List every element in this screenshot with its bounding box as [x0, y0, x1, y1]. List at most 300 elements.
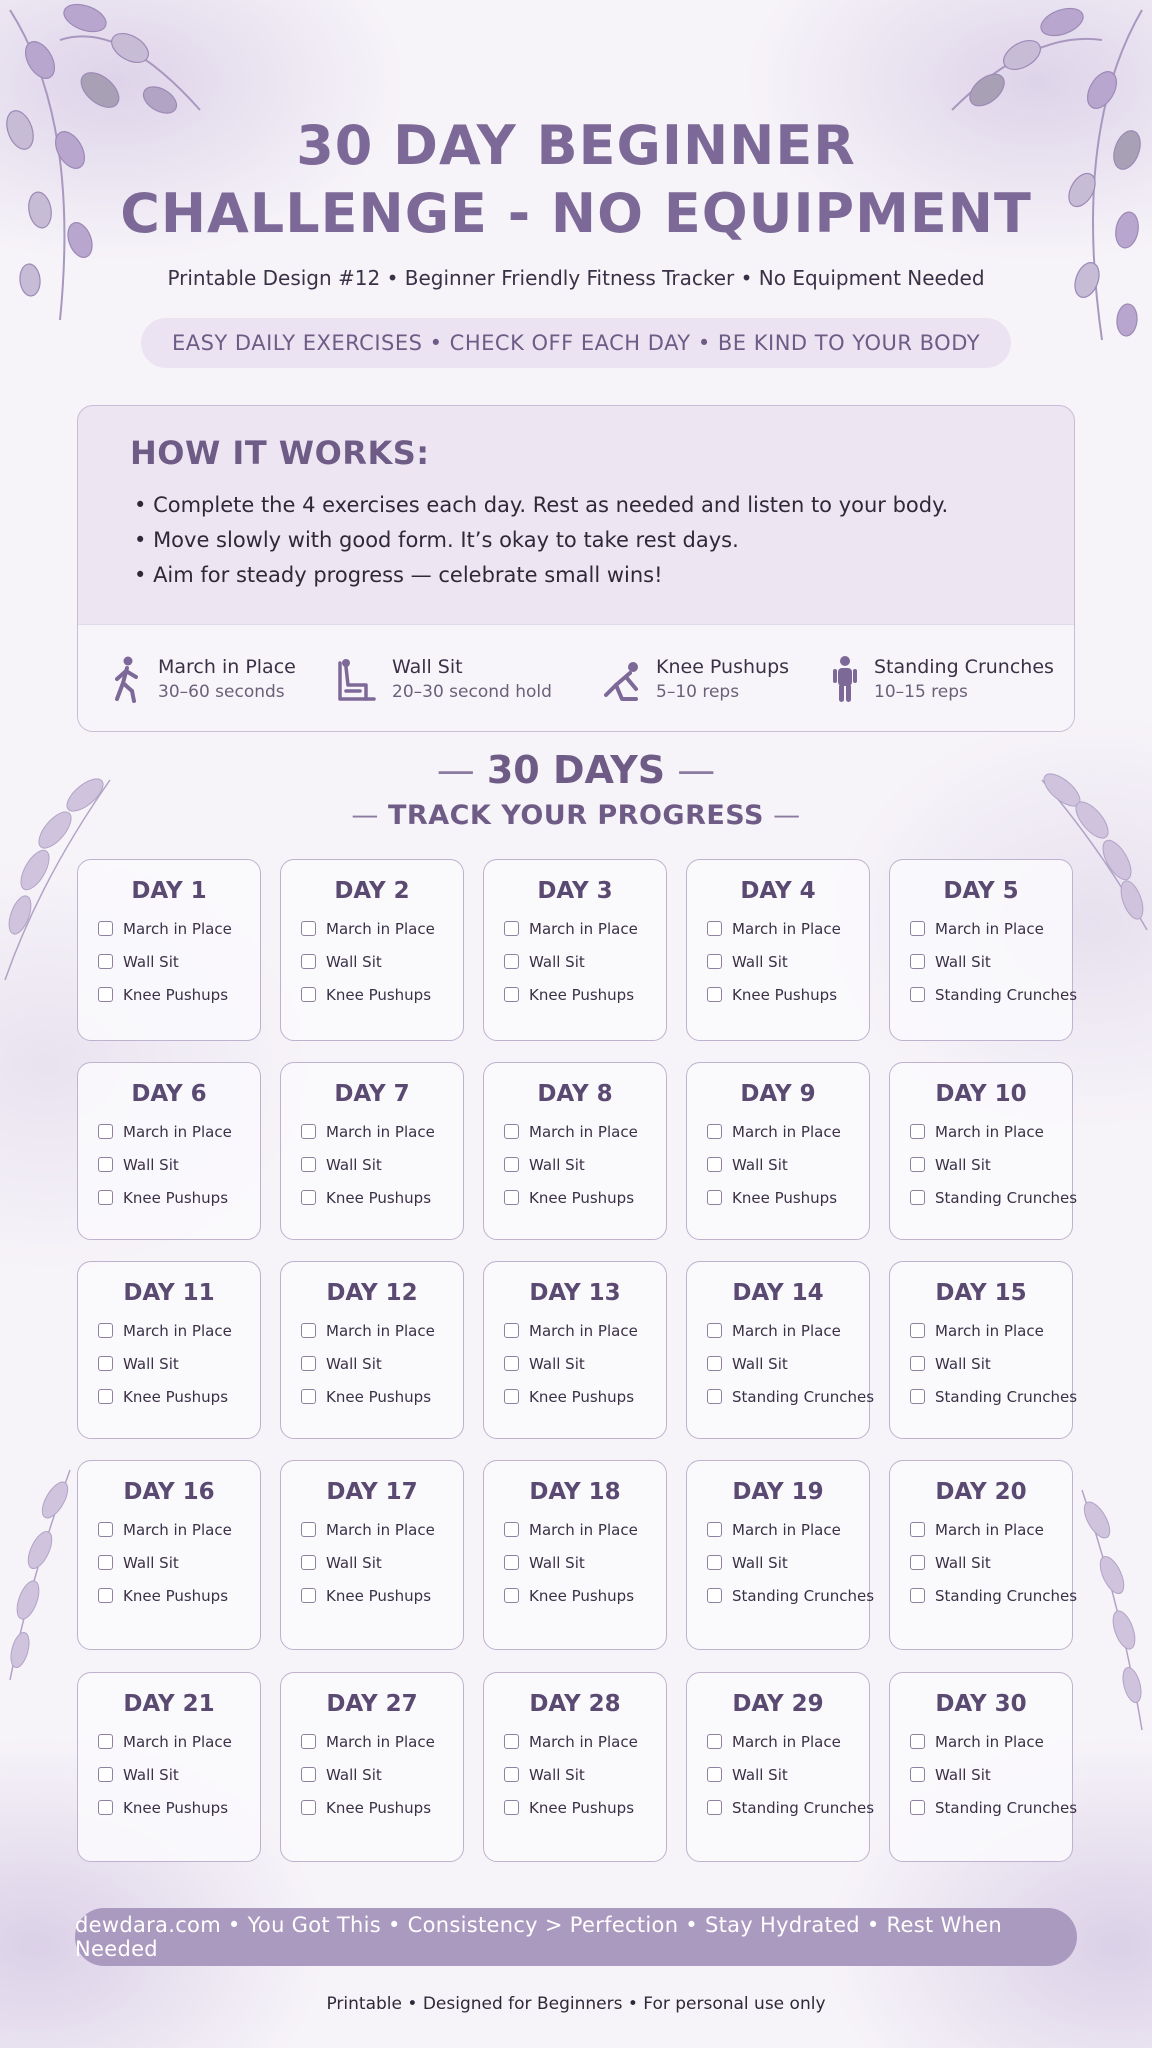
checkbox[interactable]	[504, 1356, 519, 1371]
checkbox[interactable]	[98, 987, 113, 1002]
checkbox[interactable]	[707, 1734, 722, 1749]
checkbox[interactable]	[301, 987, 316, 1002]
checkbox[interactable]	[98, 1356, 113, 1371]
day-card-title: DAY 3	[537, 878, 613, 904]
day-card-title: DAY 14	[732, 1280, 824, 1306]
how-it-works-title: HOW IT WORKS:	[130, 434, 430, 472]
day-card-title: DAY 28	[529, 1691, 621, 1717]
checkbox[interactable]	[504, 1588, 519, 1603]
checklist-item-label: Knee Pushups	[123, 1188, 229, 1207]
checkbox[interactable]	[504, 954, 519, 969]
day-card-title: DAY 15	[935, 1280, 1027, 1306]
checklist-item[interactable]	[890, 1380, 1078, 1413]
checklist-item-label: Wall Sit	[123, 1765, 179, 1784]
exercise-detail: 30–60 seconds	[158, 682, 285, 702]
day-card	[889, 859, 1078, 1041]
checklist-item-label: Knee Pushups	[326, 1586, 432, 1605]
checklist-item[interactable]	[78, 1380, 260, 1413]
exercise-name: March in Place	[158, 656, 296, 678]
checkbox[interactable]	[98, 1190, 113, 1205]
checkbox[interactable]	[707, 1588, 722, 1603]
checklist-item[interactable]	[484, 1513, 666, 1546]
day-card	[686, 1672, 875, 1862]
checklist-item[interactable]	[78, 1181, 260, 1214]
checklist-item[interactable]	[687, 1758, 869, 1791]
checklist-item[interactable]	[78, 1579, 260, 1612]
day-card	[280, 1062, 464, 1240]
checklist-item[interactable]	[687, 1546, 869, 1579]
instruction-item: • Aim for steady progress — celebrate small wins!	[134, 558, 948, 593]
checklist-item-label: Standing Crunches	[732, 1387, 875, 1406]
checklist-item-label: Knee Pushups	[529, 985, 635, 1004]
checkbox[interactable]	[301, 1800, 316, 1815]
checklist-item-label: March in Place	[935, 1732, 1044, 1751]
day-card	[483, 1261, 667, 1439]
checklist-item[interactable]	[78, 1513, 260, 1546]
day-card	[77, 1672, 261, 1862]
day-card-title: DAY 7	[334, 1081, 410, 1107]
checklist-item-label: Wall Sit	[732, 1553, 788, 1572]
checklist-item-label: Standing Crunches	[935, 1387, 1078, 1406]
checklist-item[interactable]	[281, 1380, 463, 1413]
checklist-item[interactable]	[890, 1546, 1072, 1579]
checklist-item[interactable]	[687, 1791, 875, 1824]
day-card-title: DAY 4	[740, 878, 816, 904]
checklist-item[interactable]	[484, 1115, 666, 1148]
page-title	[0, 112, 1152, 248]
checkbox[interactable]	[504, 1734, 519, 1749]
checklist-item[interactable]	[687, 1579, 875, 1612]
checkbox[interactable]	[98, 1555, 113, 1570]
checklist-item[interactable]	[687, 1115, 869, 1148]
checklist-item[interactable]	[687, 1513, 869, 1546]
checklist-item-label: Knee Pushups	[123, 1798, 229, 1817]
instruction-item: • Move slowly with good form. It’s okay to take rest days.	[134, 523, 948, 558]
day-card-title: DAY 13	[529, 1280, 621, 1306]
day-card	[280, 1460, 464, 1650]
how-it-works-panel	[77, 405, 1075, 732]
day-card	[889, 1460, 1078, 1650]
checklist-item[interactable]	[890, 1758, 1072, 1791]
checklist-item[interactable]	[890, 1181, 1078, 1214]
checklist-item-label: Wall Sit	[529, 1553, 585, 1572]
checkbox[interactable]	[707, 1389, 722, 1404]
checklist-item-label: Standing Crunches	[935, 1586, 1078, 1605]
checklist-item-label: Wall Sit	[935, 1553, 991, 1572]
checklist-item-label: March in Place	[326, 1321, 435, 1340]
checklist-item[interactable]	[484, 1579, 666, 1612]
checklist-item[interactable]	[687, 1725, 869, 1758]
standing-person-icon	[830, 655, 860, 705]
checklist-item[interactable]	[890, 945, 1072, 978]
checklist-item[interactable]	[687, 978, 869, 1011]
checklist-item-label: March in Place	[732, 1732, 841, 1751]
checklist-item-label: March in Place	[935, 1122, 1044, 1141]
checkbox[interactable]	[707, 1190, 722, 1205]
checklist-item-label: Knee Pushups	[123, 985, 229, 1004]
day-card-title: DAY 9	[740, 1081, 816, 1107]
checkbox[interactable]	[504, 1800, 519, 1815]
checklist-item-label: Knee Pushups	[732, 985, 838, 1004]
checkbox[interactable]	[707, 987, 722, 1002]
checkbox[interactable]	[707, 1555, 722, 1570]
checklist-item[interactable]	[484, 912, 666, 945]
day-card-title: DAY 30	[935, 1691, 1027, 1717]
checklist-item[interactable]	[687, 912, 869, 945]
checklist-item-label: Standing Crunches	[935, 1798, 1078, 1817]
tagline-pill: EASY DAILY EXERCISES • CHECK OFF EACH DAY • BE KIND TO YOUR BODY	[141, 318, 1011, 368]
exercise-wall-sit	[336, 655, 552, 705]
day-card	[686, 1261, 875, 1439]
checklist-item-label: Wall Sit	[529, 1155, 585, 1174]
exercise-name: Wall Sit	[392, 656, 463, 678]
checkbox[interactable]	[910, 1522, 925, 1537]
day-card	[77, 1460, 261, 1650]
checklist-item[interactable]	[687, 1314, 869, 1347]
checklist-item-label: March in Place	[123, 1321, 232, 1340]
day-card	[77, 1062, 261, 1240]
checkbox[interactable]	[910, 1800, 925, 1815]
checkbox[interactable]	[707, 1157, 722, 1172]
day-card-title: DAY 20	[935, 1479, 1027, 1505]
checklist-item-label: Wall Sit	[326, 1765, 382, 1784]
checklist-item-label: March in Place	[326, 1520, 435, 1539]
checklist-item-label: Wall Sit	[123, 1155, 179, 1174]
checklist-item[interactable]	[78, 1148, 260, 1181]
checklist-item[interactable]	[484, 1314, 666, 1347]
checklist-item[interactable]	[890, 1579, 1078, 1612]
checklist-item[interactable]	[281, 1347, 463, 1380]
checklist-item-label: Knee Pushups	[732, 1188, 838, 1207]
checklist-item-label: Wall Sit	[529, 1765, 585, 1784]
how-it-works-instructions	[78, 406, 1074, 624]
checkbox[interactable]	[301, 1157, 316, 1172]
checkbox[interactable]	[910, 1734, 925, 1749]
checkbox[interactable]	[301, 1356, 316, 1371]
checklist-item[interactable]	[484, 1347, 666, 1380]
checklist-item-label: Knee Pushups	[529, 1387, 635, 1406]
checklist-item[interactable]	[78, 1314, 260, 1347]
checklist-item-label: March in Place	[732, 1520, 841, 1539]
checkbox[interactable]	[98, 954, 113, 969]
checklist-item-label: March in Place	[123, 1732, 232, 1751]
checklist-item[interactable]	[890, 1148, 1072, 1181]
checkbox[interactable]	[98, 1800, 113, 1815]
checkbox[interactable]	[707, 921, 722, 936]
checkbox[interactable]	[910, 1767, 925, 1782]
checkbox[interactable]	[504, 921, 519, 936]
checklist-item-label: Wall Sit	[732, 1155, 788, 1174]
checkbox[interactable]	[98, 1157, 113, 1172]
day-card-title: DAY 19	[732, 1479, 824, 1505]
wall-sit-icon	[336, 655, 378, 705]
checklist-item[interactable]	[281, 1181, 463, 1214]
checkbox[interactable]	[98, 1124, 113, 1139]
day-card	[77, 1261, 261, 1439]
checkbox[interactable]	[301, 921, 316, 936]
checkbox[interactable]	[301, 1389, 316, 1404]
checkbox[interactable]	[301, 1588, 316, 1603]
checklist-item[interactable]	[281, 1546, 463, 1579]
checklist-item[interactable]	[78, 978, 260, 1011]
checklist-item-label: Wall Sit	[326, 1553, 382, 1572]
day-card	[280, 859, 464, 1041]
checklist-item[interactable]	[484, 945, 666, 978]
checklist-item-label: Knee Pushups	[123, 1586, 229, 1605]
checklist-item-label: Standing Crunches	[732, 1586, 875, 1605]
checklist-item[interactable]	[687, 1380, 875, 1413]
checklist-item-label: March in Place	[529, 1520, 638, 1539]
day-card-title: DAY 1	[131, 878, 207, 904]
checklist-item[interactable]	[484, 1148, 666, 1181]
checkbox[interactable]	[504, 1323, 519, 1338]
checklist-item[interactable]	[890, 1725, 1072, 1758]
checkbox[interactable]	[301, 1555, 316, 1570]
checklist-item[interactable]	[484, 1791, 666, 1824]
day-card-title: DAY 16	[123, 1479, 215, 1505]
checklist-item-label: Wall Sit	[123, 952, 179, 971]
day-card-title: DAY 6	[131, 1081, 207, 1107]
day-card-title: DAY 27	[326, 1691, 418, 1717]
checklist-item-label: Knee Pushups	[529, 1798, 635, 1817]
checkbox[interactable]	[707, 1522, 722, 1537]
exercise-legend	[78, 624, 1074, 732]
checklist-item[interactable]	[890, 1115, 1072, 1148]
checklist-item-label: Wall Sit	[326, 1354, 382, 1373]
checklist-item[interactable]	[890, 1791, 1078, 1824]
day-card	[889, 1062, 1078, 1240]
checklist-item-label: March in Place	[326, 919, 435, 938]
checklist-item[interactable]	[687, 945, 869, 978]
divider-dash: —	[436, 748, 487, 792]
checkbox[interactable]	[98, 1734, 113, 1749]
checkbox[interactable]	[707, 1124, 722, 1139]
checklist-item[interactable]	[281, 912, 463, 945]
checklist-item-label: Knee Pushups	[326, 985, 432, 1004]
checklist-item-label: March in Place	[123, 919, 232, 938]
checklist-item-label: Wall Sit	[326, 1155, 382, 1174]
day-card	[483, 859, 667, 1041]
exercise-name: Knee Pushups	[656, 656, 790, 678]
checkbox[interactable]	[910, 954, 925, 969]
checklist-item[interactable]	[78, 912, 260, 945]
checklist-item-label: Wall Sit	[529, 952, 585, 971]
checkbox[interactable]	[910, 987, 925, 1002]
day-card	[686, 859, 870, 1041]
checklist-item[interactable]	[281, 1513, 463, 1546]
checklist-item-label: Wall Sit	[935, 1765, 991, 1784]
checklist-item[interactable]	[890, 912, 1072, 945]
checkbox[interactable]	[504, 1522, 519, 1537]
checklist-item-label: Standing Crunches	[732, 1798, 875, 1817]
checklist-item-label: Knee Pushups	[326, 1387, 432, 1406]
checklist-item[interactable]	[687, 1181, 869, 1214]
checklist-item-label: March in Place	[123, 1520, 232, 1539]
day-card-title: DAY 12	[326, 1280, 418, 1306]
checkbox[interactable]	[301, 1323, 316, 1338]
checklist-item[interactable]	[890, 978, 1078, 1011]
checkbox[interactable]	[504, 1389, 519, 1404]
checklist-item-label: Wall Sit	[326, 952, 382, 971]
checkbox[interactable]	[910, 1555, 925, 1570]
checklist-item-label: Wall Sit	[123, 1354, 179, 1373]
checklist-item[interactable]	[78, 945, 260, 978]
checklist-item[interactable]	[281, 1758, 463, 1791]
day-card-title: DAY 2	[334, 878, 410, 904]
day-card	[686, 1460, 875, 1650]
day-card-title: DAY 29	[732, 1691, 824, 1717]
day-card	[280, 1261, 464, 1439]
checkbox[interactable]	[910, 1323, 925, 1338]
checklist-item-label: Knee Pushups	[529, 1586, 635, 1605]
checklist-item[interactable]	[78, 1347, 260, 1380]
checkbox[interactable]	[504, 1555, 519, 1570]
days-heading-text: 30 DAYS	[486, 748, 666, 792]
checklist-item-label: Wall Sit	[732, 1765, 788, 1784]
checkbox[interactable]	[301, 1767, 316, 1782]
checkbox[interactable]	[707, 954, 722, 969]
checkbox[interactable]	[504, 1767, 519, 1782]
day-card	[686, 1062, 870, 1240]
checklist-item-label: March in Place	[326, 1122, 435, 1141]
checklist-item[interactable]	[281, 1115, 463, 1148]
day-card	[483, 1062, 667, 1240]
checklist-item-label: Wall Sit	[529, 1354, 585, 1373]
exercise-detail: 10–15 reps	[874, 682, 968, 702]
checkbox[interactable]	[707, 1767, 722, 1782]
checkbox[interactable]	[504, 987, 519, 1002]
checklist-item-label: March in Place	[732, 919, 841, 938]
checkbox[interactable]	[98, 1389, 113, 1404]
checklist-item[interactable]	[484, 1181, 666, 1214]
checklist-item[interactable]	[484, 1380, 666, 1413]
checkbox[interactable]	[504, 1124, 519, 1139]
checklist-item[interactable]	[78, 1546, 260, 1579]
checkbox[interactable]	[707, 1323, 722, 1338]
checkbox[interactable]	[98, 1323, 113, 1338]
exercise-name: Standing Crunches	[874, 656, 1054, 678]
checklist-item-label: March in Place	[935, 919, 1044, 938]
day-card	[889, 1261, 1078, 1439]
checklist-item[interactable]	[281, 945, 463, 978]
checkbox[interactable]	[98, 921, 113, 936]
checklist-item[interactable]	[484, 1725, 666, 1758]
checklist-item[interactable]	[484, 1758, 666, 1791]
checklist-item[interactable]	[890, 1314, 1072, 1347]
checklist-item-label: March in Place	[732, 1122, 841, 1141]
exercise-march-in-place	[108, 655, 296, 705]
exercise-detail: 5–10 reps	[656, 682, 740, 702]
checkbox[interactable]	[910, 1157, 925, 1172]
exercise-knee-pushups	[600, 655, 789, 705]
day-card-title: DAY 10	[935, 1081, 1027, 1107]
day-card-title: DAY 21	[123, 1691, 215, 1717]
checkbox[interactable]	[707, 1356, 722, 1371]
checklist-item-label: Wall Sit	[935, 1155, 991, 1174]
checklist-item[interactable]	[890, 1513, 1072, 1546]
checklist-item[interactable]	[281, 1725, 463, 1758]
divider-dash: —	[351, 800, 388, 831]
footer-note: Printable • Designed for Beginners • For personal use only	[326, 1994, 826, 2014]
checklist-item[interactable]	[78, 1725, 260, 1758]
checkbox[interactable]	[910, 1124, 925, 1139]
page-subtitle: Printable Design #12 • Beginner Friendly Fitness Tracker • No Equipment Needed	[167, 266, 985, 290]
checkbox[interactable]	[301, 1124, 316, 1139]
checklist-item-label: March in Place	[529, 1122, 638, 1141]
day-card-title: DAY 8	[537, 1081, 613, 1107]
checklist-item[interactable]	[281, 978, 463, 1011]
checklist-item[interactable]	[281, 1791, 463, 1824]
checkbox[interactable]	[707, 1800, 722, 1815]
checkbox[interactable]	[98, 1588, 113, 1603]
checklist-item[interactable]	[78, 1115, 260, 1148]
walking-person-icon	[108, 655, 144, 705]
checklist-item-label: Knee Pushups	[326, 1188, 432, 1207]
checkbox[interactable]	[910, 1389, 925, 1404]
checkbox[interactable]	[301, 1522, 316, 1537]
checklist-item-label: March in Place	[935, 1321, 1044, 1340]
checklist-item-label: Wall Sit	[935, 1354, 991, 1373]
day-card	[483, 1672, 667, 1862]
checklist-item[interactable]	[484, 978, 666, 1011]
checklist-item-label: March in Place	[326, 1732, 435, 1751]
title-line-2: CHALLENGE - NO EQUIPMENT	[120, 182, 1032, 245]
checklist-item-label: Knee Pushups	[123, 1387, 229, 1406]
checklist-item-label: March in Place	[935, 1520, 1044, 1539]
checklist-item-label: Wall Sit	[732, 952, 788, 971]
checkbox[interactable]	[910, 1588, 925, 1603]
checkbox[interactable]	[98, 1522, 113, 1537]
footer-banner: dewdara.com • You Got This • Consistency > Perfection • Stay Hydrated • Rest When Needed	[75, 1908, 1077, 1966]
checkbox[interactable]	[98, 1767, 113, 1782]
checklist-item[interactable]	[890, 1347, 1072, 1380]
checkbox[interactable]	[504, 1157, 519, 1172]
checkbox[interactable]	[504, 1190, 519, 1205]
track-progress-heading	[0, 800, 1152, 831]
day-card	[77, 859, 261, 1041]
checklist-item-label: March in Place	[529, 919, 638, 938]
checklist-item[interactable]	[687, 1148, 869, 1181]
day-card-title: DAY 11	[123, 1280, 215, 1306]
checklist-item[interactable]	[281, 1314, 463, 1347]
checklist-item[interactable]	[281, 1579, 463, 1612]
instruction-list	[134, 488, 948, 593]
checklist-item-label: Knee Pushups	[326, 1798, 432, 1817]
exercise-detail: 20–30 second hold	[392, 682, 552, 702]
checkbox[interactable]	[301, 1190, 316, 1205]
checklist-item-label: Wall Sit	[123, 1553, 179, 1572]
divider-dash: —	[764, 800, 801, 831]
checklist-item[interactable]	[78, 1791, 260, 1824]
checkbox[interactable]	[910, 921, 925, 936]
checklist-item-label: Standing Crunches	[935, 985, 1078, 1004]
checklist-item-label: Standing Crunches	[935, 1188, 1078, 1207]
checkbox[interactable]	[910, 1356, 925, 1371]
checkbox[interactable]	[910, 1190, 925, 1205]
checklist-item[interactable]	[687, 1347, 869, 1380]
checkbox[interactable]	[301, 1734, 316, 1749]
checklist-item[interactable]	[78, 1758, 260, 1791]
days-heading	[0, 748, 1152, 792]
day-card-title: DAY 18	[529, 1479, 621, 1505]
checklist-item[interactable]	[281, 1148, 463, 1181]
checklist-item-label: March in Place	[529, 1732, 638, 1751]
divider-dash: —	[665, 748, 716, 792]
checklist-item-label: March in Place	[732, 1321, 841, 1340]
checklist-item[interactable]	[484, 1546, 666, 1579]
day-card	[483, 1460, 667, 1650]
checkbox[interactable]	[301, 954, 316, 969]
